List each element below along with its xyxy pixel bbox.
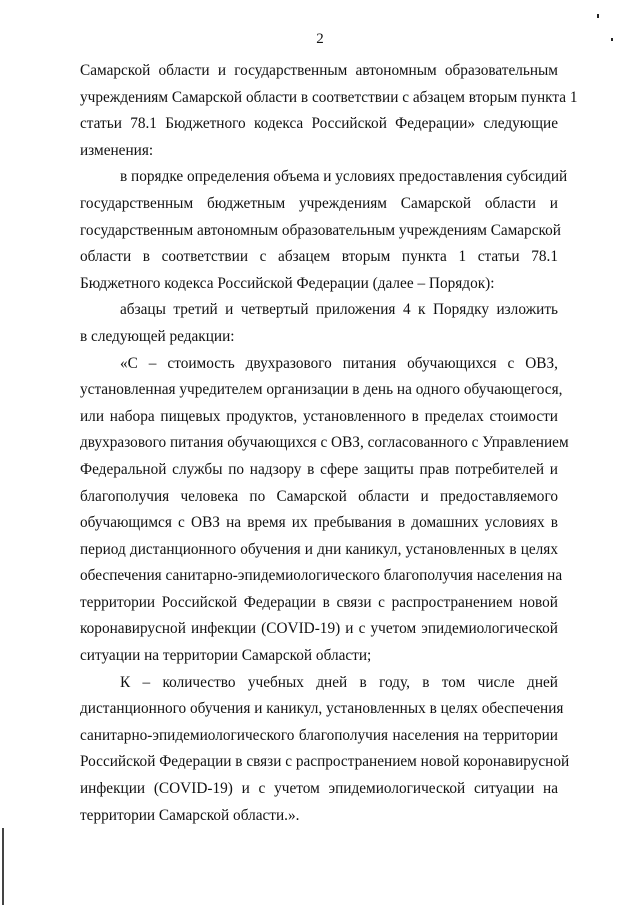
text-line: инфекции (COVID-19) и с учетом эпидемиологической ситуации на xyxy=(80,780,558,798)
text-line: «С – стоимость двухразового питания обучающихся с ОВЗ, xyxy=(120,354,558,372)
text-line: Самарской области и государственным автономным образовательным xyxy=(80,62,558,79)
text-line: Бюджетного кодекса Российской Федерации (далее – Порядок): xyxy=(80,274,495,292)
scan-edge-line xyxy=(2,828,4,905)
text-line: период дистанционного обучения и дни каникул, установленных в целях xyxy=(80,540,558,558)
paragraph xyxy=(80,297,558,350)
paragraph xyxy=(80,58,578,164)
text-line: Российской Федерации в связи с распространением новой коронавирусной xyxy=(80,753,570,771)
paragraph xyxy=(80,351,569,670)
text-line: территории Самарской области.». xyxy=(80,806,300,824)
scan-speck xyxy=(597,14,599,18)
text-line: в следующей редакции: xyxy=(80,327,235,345)
page-number: 2 xyxy=(316,31,324,47)
text-line: обучающимся с ОВЗ на время их пребывания в домашних условиях в xyxy=(80,514,558,532)
text-line: государственным бюджетным учреждениям Самарской области и xyxy=(80,194,558,212)
text-line: области в соответствии с абзацем вторым пункта 1 статьи 78.1 xyxy=(80,248,558,266)
text-line: коронавирусной инфекции (COVID-19) и с учетом эпидемиологической xyxy=(80,620,558,638)
text-line: учреждениям Самарской области в соответствии с абзацем вторым пункта 1 xyxy=(80,88,578,106)
text-line: благополучия человека по Самарской области и предоставляемого xyxy=(80,487,558,505)
paragraph xyxy=(80,164,568,297)
text-line: двухразового питания обучающихся с ОВЗ, согласованного с Управлением xyxy=(80,434,569,452)
text-line: санитарно-эпидемиологического благополучия населения на территории xyxy=(80,726,558,744)
text-line: статьи 78.1 Бюджетного кодекса Российской Федерации» следующие xyxy=(80,115,558,133)
text-line: абзацы третий и четвертый приложения 4 к Порядку изложить xyxy=(120,301,558,319)
text-line: Федеральной службы по надзору в сфере защиты прав потребителей и xyxy=(80,460,558,478)
paragraph xyxy=(80,670,570,830)
text-line: или набора пищевых продуктов, установленного в пределах стоимости xyxy=(80,407,558,425)
scan-speck xyxy=(611,38,613,41)
body-text xyxy=(80,58,578,829)
text-line: государственным автономным образовательным учреждениям Самарской xyxy=(80,221,561,239)
text-line: дистанционного обучения и каникул, установленных в целях обеспечения xyxy=(80,700,564,718)
text-line: установленная учредителем организации в день на одного обучающегося, xyxy=(80,381,563,399)
text-line: ситуации на территории Самарской области; xyxy=(80,647,372,665)
text-line: К – количество учебных дней в году, в том числе дней xyxy=(120,673,558,691)
text-line: изменения: xyxy=(80,141,154,159)
text-line: обеспечения санитарно-эпидемиологического благополучия населения на xyxy=(80,567,563,585)
text-line: территории Российской Федерации в связи с распространением новой xyxy=(80,593,558,611)
text-line: в порядке определения объема и условиях предоставления субсидий xyxy=(120,168,568,186)
